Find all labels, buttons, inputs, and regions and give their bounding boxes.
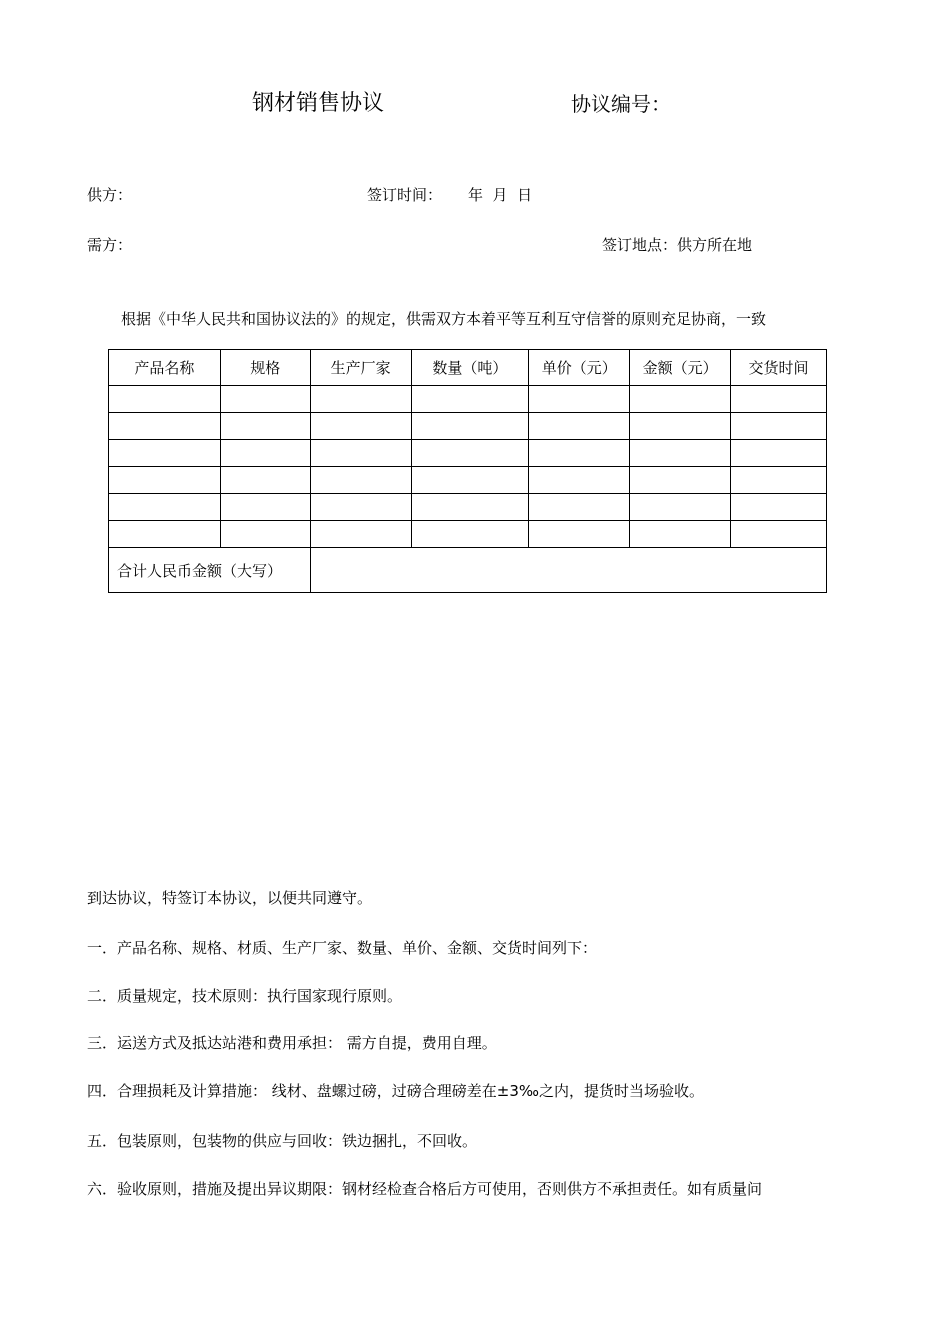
table-cell — [731, 521, 827, 548]
col-header-product-name: 产品名称 — [109, 350, 221, 386]
table-cell — [731, 467, 827, 494]
clause-4: 四．合理损耗及计算措施： 线材、盘螺过磅，过磅合理磅差在±3‰之内，提货时当场验收。 — [87, 1082, 705, 1100]
clause-2: 二．质量规定，技术原则：执行国家现行原则。 — [87, 987, 403, 1005]
table-cell — [411, 440, 529, 467]
table-cell — [731, 440, 827, 467]
table-cell — [630, 440, 731, 467]
table-cell — [411, 467, 529, 494]
product-table — [108, 349, 827, 593]
table-cell — [310, 494, 411, 521]
document-title: 钢材销售协议 — [252, 91, 385, 116]
sign-date: 年 月 日 — [468, 186, 533, 204]
table-cell — [220, 467, 310, 494]
col-header-delivery-time: 交货时间 — [731, 350, 827, 386]
table-cell — [411, 494, 529, 521]
clause-6: 六．验收原则，措施及提出异议期限：钢材经检查合格后方可使用，否则供方不承担责任。如有质量问 — [87, 1180, 763, 1198]
table-cell — [731, 386, 827, 413]
table-cell — [109, 440, 221, 467]
table-cell — [220, 440, 310, 467]
table-row — [109, 440, 827, 467]
table-cell — [109, 494, 221, 521]
table-row — [109, 521, 827, 548]
table-cell — [529, 467, 630, 494]
table-header-row — [109, 350, 827, 386]
col-header-manufacturer: 生产厂家 — [310, 350, 411, 386]
table-cell — [630, 494, 731, 521]
table-cell — [731, 494, 827, 521]
table-cell — [310, 467, 411, 494]
table-cell — [411, 413, 529, 440]
table-cell — [529, 413, 630, 440]
col-header-amount: 金额（元） — [630, 350, 731, 386]
total-amount-value — [310, 548, 826, 593]
table-cell — [109, 467, 221, 494]
clause-3: 三．运送方式及抵达站港和费用承担： 需方自提，费用自理。 — [87, 1034, 497, 1052]
table-cell — [310, 386, 411, 413]
table-cell — [529, 494, 630, 521]
table-cell — [630, 413, 731, 440]
table-cell — [310, 521, 411, 548]
buyer-label: 需方： — [87, 236, 133, 254]
table-row — [109, 386, 827, 413]
clause-1: 一．产品名称、规格、材质、生产厂家、数量、单价、金额、交货时间列下： — [87, 939, 598, 957]
table-cell — [220, 413, 310, 440]
col-header-unit-price: 单价（元） — [529, 350, 630, 386]
table-cell — [220, 521, 310, 548]
col-header-quantity: 数量（吨） — [411, 350, 529, 386]
table-row — [109, 494, 827, 521]
table-cell — [310, 440, 411, 467]
sign-time-label: 签订时间： — [367, 186, 443, 204]
table-cell — [731, 413, 827, 440]
table-cell — [109, 521, 221, 548]
table-row — [109, 413, 827, 440]
col-header-spec: 规格 — [220, 350, 310, 386]
table-cell — [220, 494, 310, 521]
intro-paragraph: 根据《中华人民共和国协议法的》的规定，供需双方本着平等互利互守信誉的原则充足协商，一致 — [121, 310, 767, 328]
table-cell — [630, 467, 731, 494]
table-cell — [630, 386, 731, 413]
table-cell — [109, 386, 221, 413]
table-row — [109, 467, 827, 494]
table-cell — [529, 386, 630, 413]
table-cell — [529, 440, 630, 467]
table-cell — [310, 413, 411, 440]
table-cell — [109, 413, 221, 440]
supplier-label: 供方： — [87, 186, 133, 204]
total-amount-label: 合计人民币金额（大写） — [109, 548, 311, 593]
table-cell — [220, 386, 310, 413]
clause-opening: 到达协议，特签订本协议，以便共同遵守。 — [87, 889, 373, 907]
table-cell — [411, 521, 529, 548]
clause-5: 五．包装原则，包装物的供应与回收：铁边捆扎，不回收。 — [87, 1132, 478, 1150]
sign-place: 签订地点：供方所在地 — [602, 236, 753, 254]
table-cell — [529, 521, 630, 548]
table-cell — [630, 521, 731, 548]
agreement-number-label: 协议编号： — [571, 92, 671, 116]
table-cell — [411, 386, 529, 413]
table-total-row — [109, 548, 827, 593]
